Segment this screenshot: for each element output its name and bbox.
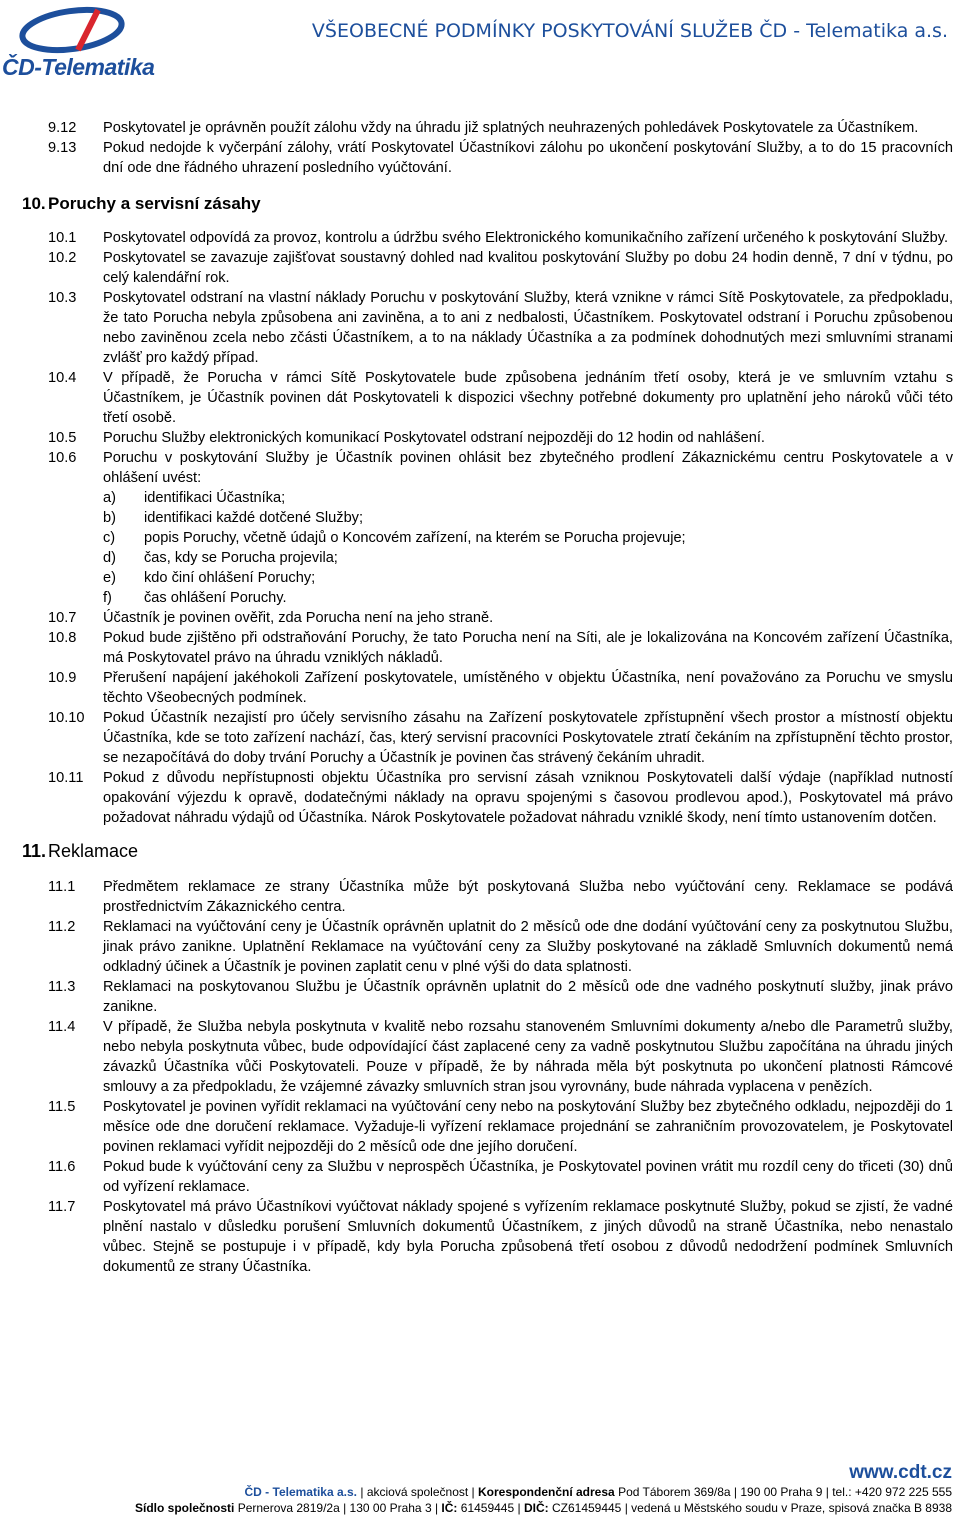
- clause-text: Poskytovatel odpovídá za provoz, kontrolu a údržbu svého Elektronického komunikačního zařízení určeného k poskytování Služby.: [103, 230, 949, 246]
- clause-11-5: [0, 1097, 960, 1157]
- clause-number: 11.5: [48, 1099, 76, 1115]
- address-value: Pod Táborem 369/8a | 190 00 Praha 9 | tel.: +420 972 225 555: [618, 1485, 952, 1499]
- website-link[interactable]: www.cdt.cz: [849, 1462, 952, 1483]
- seat-value: Pernerova 2819/2a | 130 00 Praha 3 |: [237, 1501, 439, 1515]
- clause-text: Poskytovatel má právo Účastníkovi vyúčtovat náklady spojené s vyřízením reklamace poskytnuté Služby, pokud se zjistí, že vadné plnění nastalo v důsledku porušení Smluvních dokumentů Účastníkem, z jiných důvodů na straně Účastníka, nebo nenastalo vůbec. Stejně se postupuje i v případě, kdy byla Porucha způsobená třetí osobou z důvodů nedodržení podmínek Smluvních dokumentů ze strany Účastníka.: [103, 1199, 953, 1275]
- subitem-e: [0, 568, 960, 588]
- page-header: [0, 0, 960, 95]
- clause-number: 10.6: [48, 450, 77, 466]
- subitem-letter: a): [103, 490, 116, 506]
- separator: |: [360, 1485, 367, 1499]
- clause-text: Pokud z důvodu nepřístupnosti objektu Účastníka pro servisní zásah vzniknou Poskytovateli další výdaje (například nutností opakování výjezdu k opravě, dodatečnými náklady na opravu spojenými s časovou prodlevou apod.), Poskytovatel má právo požadovat náhradu výdajů od Účastníka. Nárok Poskytovatele požadovat náhradu vzniklé škody, není tímto ustanovením dotčen.: [103, 770, 953, 826]
- company-name: ČD - Telematika a.s.: [244, 1485, 358, 1499]
- clause-10-2: [0, 248, 960, 288]
- clause-10-4: [0, 368, 960, 428]
- clause-text: Účastník je povinen ověřit, zda Porucha není na jeho straně.: [103, 610, 494, 626]
- clause-11-1: [0, 877, 960, 917]
- clause-text: Poruchu v poskytování Služby je Účastník povinen ohlásit bez zbytečného prodlení Zákaznickému centru Poskytovatele a v ohlášení uvést:: [103, 450, 953, 486]
- clause-text: Pokud Účastník nezajistí pro účely servisního zásahu na Zařízení poskytovatele zpřístupnění všech prostor a místností objektu Účastníka, kde se toto zařízení nachází, čas, který servisní pracovníci Poskytovatele ztratí čekáním na zpřístupnění těchto prostor, se nezapočítává do doby trvání Poruchy a Účastník je povinen čas strávený čekáním uhradit.: [103, 710, 953, 766]
- clause-number: 10.4: [48, 370, 77, 386]
- subitem-c: [0, 528, 960, 548]
- separator: |: [471, 1485, 478, 1499]
- clause-9-13: [0, 138, 960, 178]
- clause-11-3: [0, 977, 960, 1017]
- clause-number: 10.2: [48, 250, 77, 266]
- section-10-heading: [0, 194, 960, 222]
- clause-number: 11.4: [48, 1019, 76, 1035]
- clause-number: 10.10: [48, 710, 85, 726]
- subitem-letter: f): [103, 590, 112, 606]
- clause-number: 10.9: [48, 670, 77, 686]
- subitem-letter: c): [103, 530, 116, 546]
- subitem-text: kdo činí ohlášení Poruchy;: [144, 570, 316, 586]
- subitem-text: identifikaci Účastníka;: [144, 490, 286, 506]
- clause-number: 11.1: [48, 879, 76, 895]
- clause-text: Reklamaci na vyúčtování ceny je Účastník oprávněn uplatnit do 2 měsíců ode dne dodání vyúčtování ceny za poskytnutou Službu, jinak právo zanikne. Uplatnění Reklamace na vyúčtování ceny za Služby poskytované na základě Smluvních dokumentů nemá odkladný účinek a Účastník je povinen zaplatit cenu v plné výši do data splatnosti.: [103, 919, 953, 975]
- clause-number: 9.12: [48, 120, 77, 136]
- subitem-letter: d): [103, 550, 116, 566]
- clause-number: 11.3: [48, 979, 76, 995]
- company-type: akciová společnost: [366, 1485, 469, 1499]
- clause-10-8: [0, 628, 960, 668]
- document-title: VŠEOBECNÉ PODMÍNKY POSKYTOVÁNÍ SLUŽEB ČD - Telematika a.s.: [311, 20, 948, 42]
- clause-text: Reklamaci na poskytovanou Službu je Účastník oprávněn uplatnit do 2 měsíců ode dne vadného poskytnutí služby, jinak právo zanikne.: [103, 979, 953, 1015]
- section-title: Poruchy a servisní zásahy: [48, 194, 261, 213]
- clause-10-5: [0, 428, 960, 448]
- section-number: 11.: [22, 841, 47, 861]
- clause-number: 10.11: [48, 770, 84, 786]
- dic-label: DIČ:: [523, 1501, 549, 1515]
- clause-10-10: [0, 708, 960, 768]
- subitem-f: [0, 588, 960, 608]
- subitem-d: [0, 548, 960, 568]
- clause-text: Poskytovatel odstraní na vlastní náklady Poruchu v poskytování Služby, která vznikne v rámci Sítě Poskytovatele, za předpokladu, že tato Porucha nebyla způsobena ani zaviněna, a to ani z nedbalosti, Účastníkem. Poskytovatel odstraní i Poruchu způsobenou nebo zaviněnou zcela nebo zčásti Účastníkem, a to na náklady Účastníka a za podmínek dohodnutých mezi smluvními stranami zvlášť pro každý případ.: [103, 290, 953, 366]
- clause-text: Poskytovatel se zavazuje zajišťovat soustavný dohled nad kvalitou poskytování Služby po dobu 24 hodin denně, 7 dní v týdnu, po celý kalendářní rok.: [103, 250, 953, 286]
- clause-text: Přerušení napájení jakéhokoli Zařízení poskytovatele, umístěného v objektu Účastníka, není považováno za Poruchu ve smyslu těchto Všeobecných podmínek.: [103, 670, 953, 706]
- address-label: Korespondenční adresa: [478, 1485, 615, 1499]
- footer-line-1: [245, 1485, 952, 1499]
- seat-label: Sídlo společnosti: [134, 1501, 235, 1515]
- section-number: 10.: [22, 194, 46, 213]
- logo-text: ČD-Telematika: [2, 54, 155, 80]
- subitem-text: popis Poruchy, včetně údajů o Koncovém zařízení, na kterém se Porucha projevuje;: [144, 530, 686, 546]
- clause-number: 10.7: [48, 610, 77, 626]
- clause-11-4: [0, 1017, 960, 1097]
- subitem-b: [0, 508, 960, 528]
- clause-11-6: [0, 1157, 960, 1197]
- clause-text: Předmětem reklamace ze strany Účastníka může být poskytovaná Služba nebo vyúčtování ceny. Reklamace se podává prostřednictvím Zákaznického centra.: [103, 879, 953, 915]
- footer-line-2: [135, 1501, 952, 1515]
- subitem-letter: e): [103, 570, 116, 586]
- clause-number: 9.13: [48, 140, 77, 156]
- clause-11-7: [0, 1197, 960, 1277]
- clause-number: 10.3: [48, 290, 77, 306]
- ic-value: 61459445 |: [460, 1501, 521, 1515]
- clause-text: Pokud bude zjištěno při odstraňování Poruchy, že tato Porucha není na Síti, ale je lokalizována na Koncovém zařízení Účastníka, má Poskytovatel právo na úhradu vzniklých nákladů.: [103, 630, 953, 666]
- dic-value: CZ61459445 | vedená u Městského soudu v Praze, spisová značka B 8938: [551, 1501, 952, 1515]
- clause-text: Poruchu Služby elektronických komunikací Poskytovatel odstraní nejpozději do 12 hodin od nahlášení.: [103, 430, 765, 446]
- clause-10-7: [0, 608, 960, 628]
- section-title: Reklamace: [48, 841, 139, 861]
- ic-label: IČ:: [441, 1501, 458, 1515]
- clause-11-2: [0, 917, 960, 977]
- clause-10-11: [0, 768, 960, 828]
- clause-number: 11.6: [48, 1159, 76, 1175]
- subitem-letter: b): [103, 510, 116, 526]
- clause-9-12: [0, 118, 960, 138]
- section-11-heading: [0, 841, 960, 869]
- clause-number: 11.7: [48, 1199, 76, 1215]
- clause-text: V případě, že Porucha v rámci Sítě Poskytovatele bude způsobena jednáním třetí osoby, která je ve smluvním vztahu s Účastníkem, je Účastník povinen dát Poskytovateli k dispozici všechny potřebné dokumenty pro uplatnění jeho nároků vůči této třetí osobě.: [103, 370, 953, 426]
- clause-10-9: [0, 668, 960, 708]
- subitem-text: čas ohlášení Poruchy.: [144, 590, 287, 606]
- document-body: [0, 118, 960, 1277]
- clause-number: 10.8: [48, 630, 77, 646]
- clause-text: V případě, že Služba nebyla poskytnuta v kvalitě nebo rozsahu stanoveném Smluvními dokumenty a/nebo dle Parametrů služby, nebo nebyla poskytnuta vůbec, bude odpovídající část zaplacené ceny za vadně poskytnutou Službu započítána na úhradu jiných závazků Účastníka vůči Poskytovateli. Pouze v případě, že by náhrada měla být poskytnuta po ukončení platnosti Rámcové smlouvy a za předpokladu, že vzájemné závazky smluvních stran jsou vyrovnány, bude náhrada vyplacena v penězích.: [103, 1019, 953, 1095]
- clause-text: Pokud bude k vyúčtování ceny za Službu v neprospěch Účastníka, je Poskytovatel povinen vrátit mu rozdíl ceny do třiceti (30) dnů od vyřízení reklamace.: [103, 1159, 953, 1195]
- clause-10-3: [0, 288, 960, 368]
- subitem-a: [0, 488, 960, 508]
- clause-number: 10.1: [48, 230, 77, 246]
- page-footer: [0, 1460, 960, 1517]
- clause-number: 10.5: [48, 430, 77, 446]
- subitem-text: čas, kdy se Porucha projevila;: [144, 550, 338, 566]
- clause-10-1: [0, 228, 960, 248]
- clause-text: Pokud nedojde k vyčerpání zálohy, vrátí Poskytovatel Účastníkovi zálohu po ukončení poskytování Služby, a to do 15 pracovních dní ode dne řádného uhrazení posledního vyúčtování.: [103, 140, 953, 176]
- clause-number: 11.2: [48, 919, 76, 935]
- clause-text: Poskytovatel je povinen vyřídit reklamaci na vyúčtování ceny nebo na poskytování Služby bez zbytečného odkladu, nejpozději do 1 měsíce ode dne doručení reklamace. Vyžaduje-li vyřízení reklamace projednání se zahraničním provozovatelem, je Poskytovatel povinen reklamaci vyřídit nejpozději do 2 měsíců ode dne jejího doručení.: [103, 1099, 953, 1155]
- clause-10-6: [0, 448, 960, 488]
- subitem-text: identifikaci každé dotčené Služby;: [144, 510, 364, 526]
- clause-text: Poskytovatel je oprávněn použít zálohu vždy na úhradu již splatných neuhrazených pohledávek Poskytovatele za Účastníkem.: [103, 120, 919, 136]
